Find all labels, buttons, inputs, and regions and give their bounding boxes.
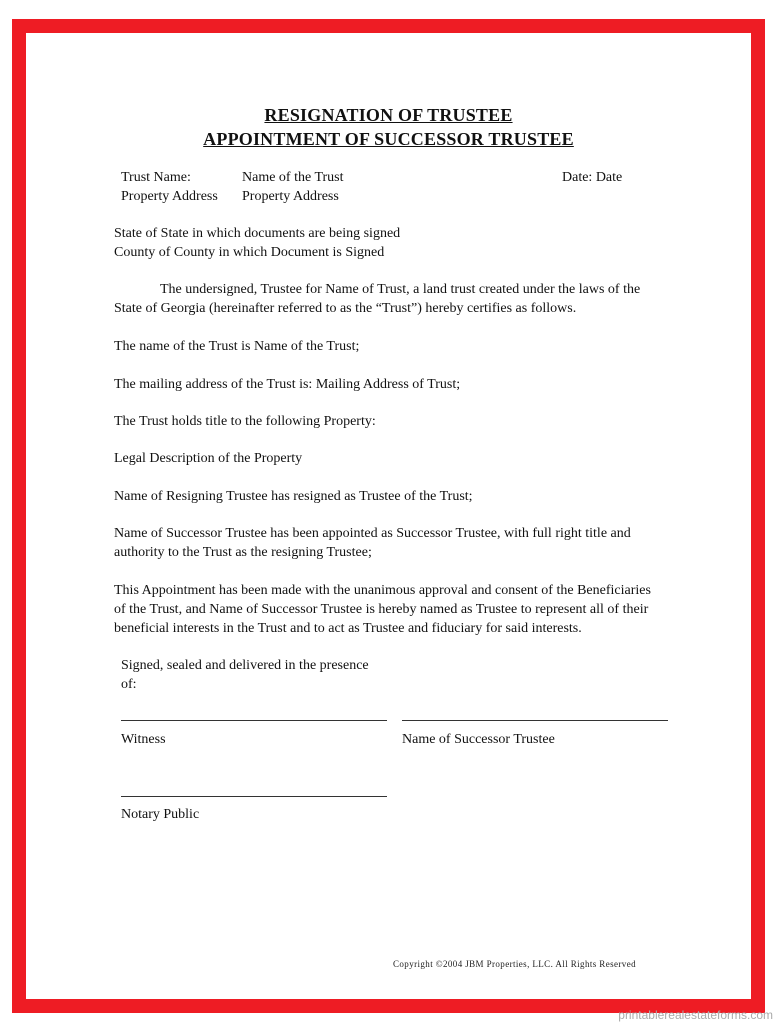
trust-name-statement: The name of the Trust is Name of the Trust; xyxy=(114,339,360,354)
site-watermark: printablerealestateforms.com xyxy=(618,1008,773,1022)
document-title-line1: RESIGNATION OF TRUSTEE xyxy=(264,105,513,125)
trust-name-value: Name of the Trust xyxy=(242,170,344,185)
notary-public-label: Notary Public xyxy=(121,807,200,822)
trust-name-label: Trust Name: xyxy=(121,170,191,185)
notary-signature-line xyxy=(121,796,387,797)
witness-signature-line xyxy=(121,720,387,721)
signed-statement-line2: of: xyxy=(121,677,137,692)
venue-county: County of County in which Document is Signed xyxy=(114,245,385,260)
document-border xyxy=(12,19,765,1013)
mailing-address-statement: The mailing address of the Trust is: Mailing Address of Trust; xyxy=(114,377,461,392)
resigned-statement: Name of Resigning Trustee has resigned as Trustee of the Trust; xyxy=(114,489,473,504)
copyright-notice: Copyright ©2004 JBM Properties, LLC. All Rights Reserved xyxy=(393,959,636,969)
document-title-line2: APPOINTMENT OF SUCCESSOR TRUSTEE xyxy=(203,129,574,149)
document-page xyxy=(26,33,751,999)
holds-title-statement: The Trust holds title to the following Property: xyxy=(114,414,376,429)
successor-trustee-label: Name of Successor Trustee xyxy=(402,732,555,747)
approval-paragraph: This Appointment has been made with the unanimous approval and consent of the Beneficiaries of the Trust, and Name of Successor Trustee is hereby named as Trustee to represent all of their beneficial interests in the Trust and to act as Trustee and fiduciary for said interests. xyxy=(114,583,651,636)
successor-signature-line xyxy=(402,720,668,721)
property-address-value: Property Address xyxy=(242,189,339,204)
date-field: Date: Date xyxy=(562,170,623,185)
signed-statement-line1: Signed, sealed and delivered in the presence xyxy=(121,658,369,673)
intro-paragraph: The undersigned, Trustee for Name of Trust, a land trust created under the laws of the State of Georgia (hereinafter referred to as the “Trust”) hereby certifies as follows. xyxy=(114,282,641,316)
appointed-paragraph: Name of Successor Trustee has been appointed as Successor Trustee, with full right title and authority to the Trust as the resigning Trustee; xyxy=(114,526,631,560)
venue-state: State of State in which documents are being signed xyxy=(114,226,401,241)
witness-label: Witness xyxy=(121,732,166,747)
legal-description: Legal Description of the Property xyxy=(114,451,303,466)
property-address-label: Property Address xyxy=(121,189,218,204)
